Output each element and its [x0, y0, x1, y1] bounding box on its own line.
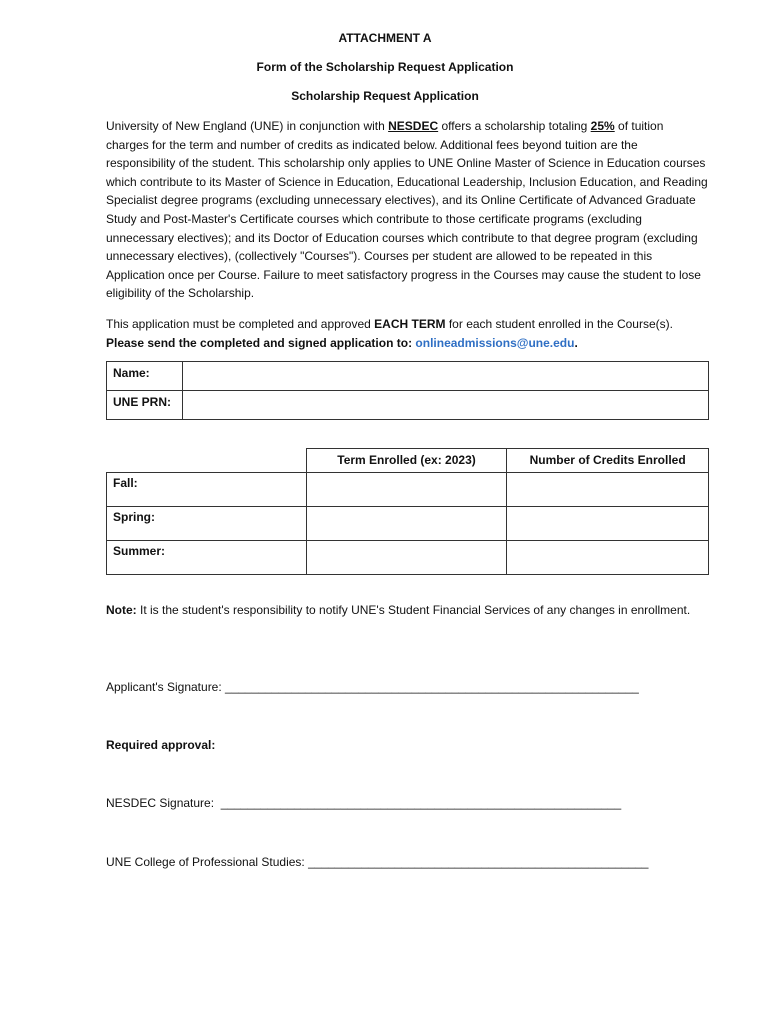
- period-text: .: [574, 335, 578, 350]
- header-term-enrolled: Term Enrolled (ex: 2023): [306, 449, 507, 473]
- prn-field[interactable]: [183, 391, 709, 420]
- nesdec-text: NESDEC: [388, 119, 439, 133]
- header-credits-enrolled: Number of Credits Enrolled: [507, 449, 709, 473]
- instructions-paragraph: [106, 315, 708, 352]
- header-blank-cell: [107, 449, 307, 473]
- table-row: [107, 473, 709, 507]
- intro-text-3: of tuition charges for the term and number of credits as indicated below. Additional fees beyond tuition are the responsibility of the student. This scholarship only applies to UNE Online Master of Science in Education courses which contribute to its Master of Science in Education, Educational Leadership, Inclusion Education, and Reading Specialist degree programs (excluding unnecessary electives), and its Online Certificate of Advanced Graduate Study and Post-Master's Certificate courses which contribute to those certificate programs (excluding unnecessary electives); and its Doctor of Education courses which contribute to that degree program (excluding unnecessary electives), (collectively "Courses"). Courses per student are allowed to be repeated in this Application once per Course. Failure to meet satisfactory progress in the Courses may cause the student to lose eligibility of the Scholarship.: [106, 119, 708, 301]
- nesdec-signature-line[interactable]: NESDEC Signature: ____________________________________________________________: [106, 796, 622, 810]
- attachment-heading: ATTACHMENT A: [338, 31, 432, 45]
- applicant-signature-line[interactable]: Applicant's Signature: ______________________________________________________________: [106, 680, 639, 694]
- percent-text: 25%: [590, 119, 615, 133]
- intro-paragraph: [106, 117, 708, 303]
- term-table-header: [107, 449, 709, 473]
- fall-credits-field[interactable]: [507, 473, 709, 507]
- spring-term-field[interactable]: [306, 507, 507, 541]
- application-title: Scholarship Request Application: [291, 89, 479, 103]
- fall-label: Fall:: [107, 473, 307, 507]
- fall-term-field[interactable]: [306, 473, 507, 507]
- prn-row: [107, 391, 709, 420]
- term-table: [106, 448, 709, 575]
- table-row: [107, 541, 709, 575]
- une-cps-signature-line[interactable]: UNE College of Professional Studies: ___________________________________________________: [106, 855, 649, 869]
- spring-credits-field[interactable]: [507, 507, 709, 541]
- table-row: [107, 507, 709, 541]
- note-label: Note:: [106, 603, 137, 617]
- summer-label: Summer:: [107, 541, 307, 575]
- summer-credits-field[interactable]: [507, 541, 709, 575]
- name-field[interactable]: [183, 362, 709, 391]
- form-title: Form of the Scholarship Request Application: [256, 60, 514, 74]
- instructions-text-2: for each student enrolled in the Course(s).: [445, 317, 673, 331]
- summer-term-field[interactable]: [306, 541, 507, 575]
- instructions-text-1: This application must be completed and approved: [106, 317, 375, 331]
- note-text: It is the student's responsibility to notify UNE's Student Financial Services of any changes in enrollment.: [136, 603, 691, 617]
- name-row: [107, 362, 709, 391]
- required-approval-heading: Required approval:: [106, 738, 216, 752]
- send-instruction: Please send the completed and signed application to:: [106, 335, 416, 350]
- prn-label: UNE PRN:: [107, 391, 183, 420]
- each-term-text: EACH TERM: [374, 317, 446, 331]
- intro-text-2: offers a scholarship totaling: [438, 119, 591, 133]
- student-info-table: [106, 361, 709, 420]
- intro-text-1: University of New England (UNE) in conjunction with: [106, 119, 389, 133]
- spring-label: Spring:: [107, 507, 307, 541]
- name-label: Name:: [107, 362, 183, 391]
- note-paragraph: [106, 601, 708, 620]
- email-link[interactable]: onlineadmissions@une.edu: [415, 335, 575, 350]
